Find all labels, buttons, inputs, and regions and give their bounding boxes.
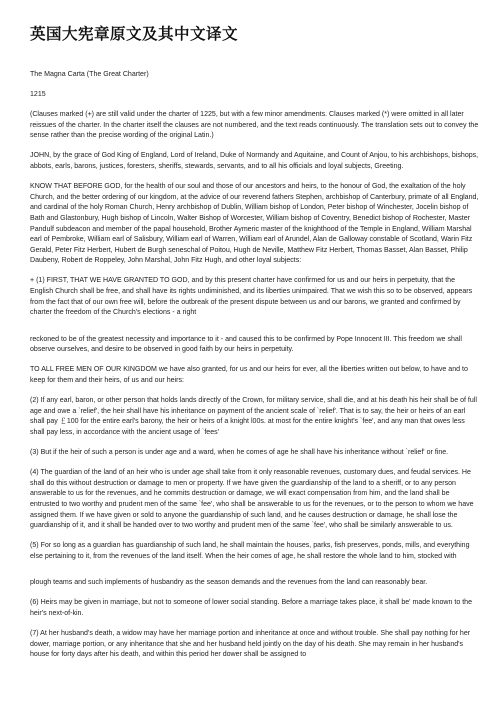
clause-2-paragraph: (2) If any earl, baron, or other person that holds lands directly of the Crown, for military service, shall die, and at his death his heir shall be of full age and owe a `relief', the heir shall have his inheritance on payment of the ancient scale of `relief'. That is to say, the heir or heirs of an earl shall pay ￡100 for the entire earl's barony, the heir or heirs of a knight l00s. at most for the entire knight's `fee', and any man that owes less shall pay less, in accordance with the ancient usage of `fees' <box>30 397 477 436</box>
clause-3-paragraph: (3) But if the heir of such a person is under age and a ward, when he comes of age he shall have his inheritance without `relief' or fine. <box>30 449 449 457</box>
document-page <box>30 22 480 670</box>
clause-1-paragraph: + (1) FIRST, THAT WE HAVE GRANTED TO GOD, and by this present charter have confirmed for us and our heirs in perpetuity, that the English Church shall be free, and shall have its rights undiminished, and its liberties unimpaired. That we wish this so to be observed, appears from the fact that of our own free will, before the outbreak of the present dispute between us and our barons, we granted and confirmed by charter the freedom of the Church's elections - a right <box>30 277 473 317</box>
clause-7-paragraph: (7) At her husband's death, a widow may have her marriage portion and inheritance at once and without trouble. She shall pay nothing for her dower, marriage portion, or any inheritance that she and her husband held jointly on the day of his death. She may remain in her husband's house for forty days after his death, and within this period her dower shall be assigned to <box>30 630 471 659</box>
clause-4-paragraph: (4) The guardian of the land of an heir who is under age shall take from it only reasonable revenues, customary dues, and feudal services. He shall do this without destruction or damage to men or property. If we have given the guardianship of the land to a sheriff, or to any person answerable to us for the revenues, and he commits destruction or damage, we will exact compensation from him, and the land shall be entrusted to two worthy and prudent men of the same `fee', who shall be answerable to us for the revenues, or to the person to whom we have assigned them. If we have given or sold to anyone the guardianship of such land, and he causes destruction or damage, he shall lose the guardianship of it, and it shall be handed over to two worthy and prudent men of the same `fee', who shall be similarly answerable to us. <box>30 469 474 530</box>
clause-1-continued-paragraph: reckoned to be of the greatest necessity and importance to it - and caused this to be confirmed by Pope Innocent III. This freedom we shall observe ourselves, and desire to be observed in good faith by our heirs in perpetuity. <box>30 335 462 354</box>
charter-year: 1215 <box>30 91 46 99</box>
clause-5-continued-paragraph: plough teams and such implements of husbandry as the season demands and the revenues from the land can reasonably bear. <box>30 579 428 587</box>
document-title: 英国大宪章原文及其中文译文 <box>30 25 239 43</box>
preamble-paragraph: KNOW THAT BEFORE GOD, for the health of our soul and those of our ancestors and heirs, to the honour of God, the exaltation of the holy Church, and the better ordering of our kingdom, at the advice of our reverend fathers Stephen, archbishop of Canterbury, primate of all England, and cardinal of the holy Roman Church, Henry archbishop of Dublin, William bishop of London, Peter bishop of Winchester, Jocelin bishop of Bath and Glastonbury, Hugh bishop of Lincoln, Walter Bishop of Worcester, William bishop of Coventry, Benedict bishop of Rochester, Master Pandulf subdeacon and member of the papal household, Brother Aymeric master of the knighthood of the Temple in England, William Marshal earl of Pembroke, William earl of Salisbury, William earl of Warren, William earl of Arundel, Alan de Galloway constable of Scotland, Warin Fitz Gerald, Peter Fitz Herbert, Hubert de Burgh seneschal of Poitou, Hugh de Neville, Matthew Fitz Herbert, Thomas Basset, Alan Basset, Philip Daubeny, Robert de Roppeley, John Marshal, John Fitz Hugh, and other loyal subjects: <box>30 183 479 265</box>
clause-6-paragraph: (6) Heirs may be given in marriage, but not to someone of lower social standing. Before a marriage takes place, it shall be' made known to the heir's next-of-kin. <box>30 599 473 618</box>
clause-5-paragraph: (5) For so long as a guardian has guardianship of such land, he shall maintain the houses, parks, fish preserves, ponds, mills, and everything else pertaining to it, from the revenues of the land itself. When the heir comes of age, he shall restore the whole land to him, stocked with <box>30 542 470 560</box>
free-men-paragraph: TO ALL FREE MEN OF OUR KINGDOM we have also granted, for us and our heirs for ever, all the liberties written out below, to have and to keep for them and their heirs, of us and our heirs: <box>30 366 468 385</box>
clause-note: (Clauses marked (+) are still valid under the charter of 1225, but with a few minor amendments. Clauses marked (*) were omitted in all later reissues of the charter. In the charter itself the clauses are not numbered, and the text reads continuously. The translation sets out to convey the sense rather than the precise wording of the original Latin.) <box>30 111 479 140</box>
charter-heading: The Magna Carta (The Great Charter) <box>30 71 149 78</box>
salutation-paragraph: JOHN, by the grace of God King of England, Lord of Ireland, Duke of Normandy and Aquitaine, and Count of Anjou, to his archbishops, bishops, abbots, earls, barons, justices, foresters, sheriffs, stewards, servants, and to all his officials and loyal subjects, Greeting. <box>30 152 479 171</box>
